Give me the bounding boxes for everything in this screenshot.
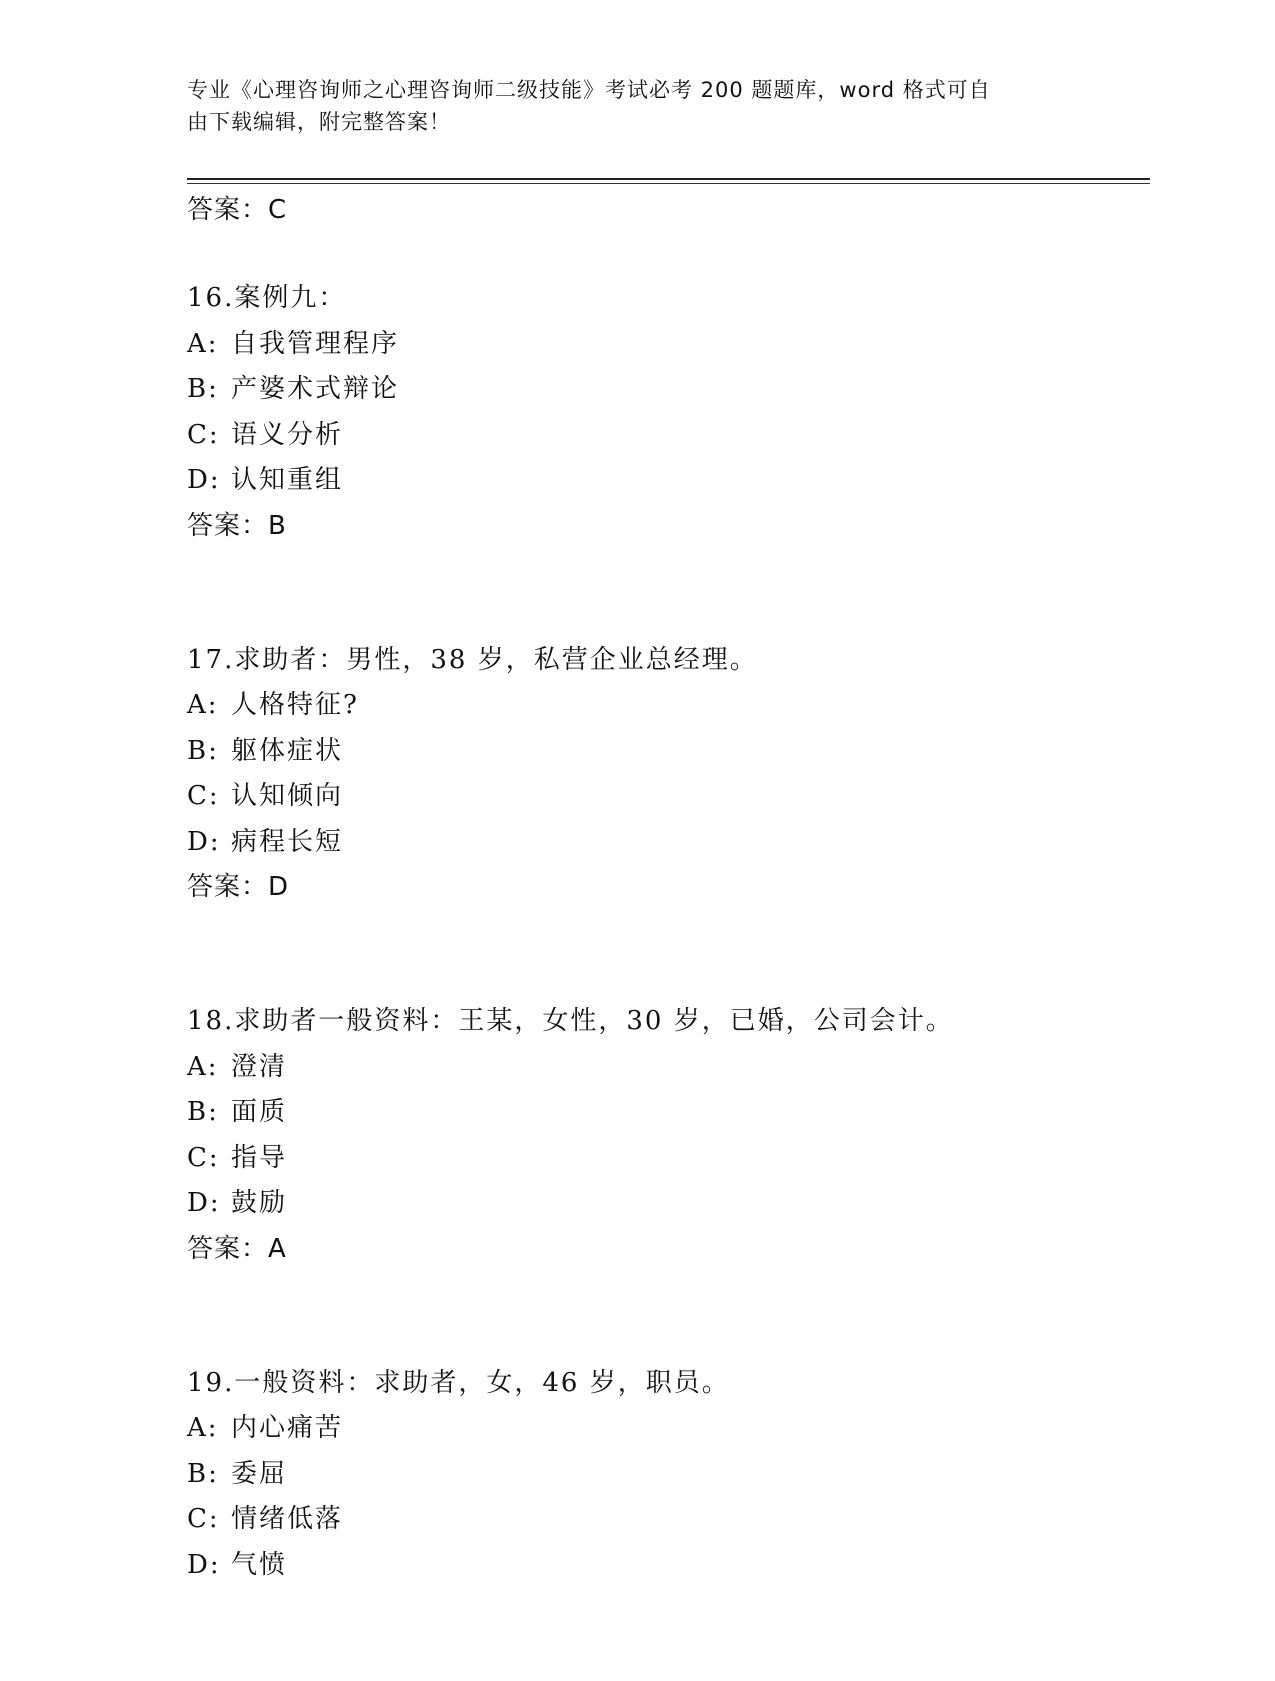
option-letter: C: [187, 781, 220, 811]
question-19 [187, 1366, 1147, 1594]
option-a [187, 1411, 1147, 1457]
option-c [187, 779, 1147, 825]
option-letter: B: [187, 1458, 219, 1489]
option-letter: A: [187, 1051, 219, 1082]
answer-line: 答案：A [187, 1233, 287, 1264]
header-rule-thin [187, 183, 1150, 184]
option-a [187, 688, 1147, 734]
question-16 [187, 281, 1147, 555]
option-text: 指导 [231, 1142, 288, 1173]
option-text: 病程长短 [231, 826, 344, 857]
option-letter: C: [187, 1504, 220, 1534]
option-a [187, 327, 1147, 373]
question-title: 16.案例九： [187, 283, 347, 313]
option-text: 自我管理程序 [231, 328, 400, 359]
option-c [187, 1502, 1147, 1548]
option-d [187, 825, 1147, 871]
question-title: 18.求助者一般资料：王某，女性，30 岁，已婚，公司会计。 [187, 1006, 954, 1036]
option-letter: D: [187, 826, 221, 857]
answer-line: 答案：D [187, 872, 290, 902]
header-rule-thick [187, 178, 1150, 180]
option-a [187, 1050, 1147, 1096]
option-letter: B: [187, 1097, 219, 1127]
question-title: 17.求助者：男性，38 岁，私营企业总经理。 [187, 644, 758, 675]
option-text: 情绪低落 [231, 1504, 344, 1534]
question-title: 19.一般资料：求助者，女，46 岁，职员。 [187, 1367, 730, 1398]
previous-question-answer [187, 193, 287, 239]
option-d [187, 1548, 1147, 1594]
question-18 [187, 1004, 1147, 1278]
option-text: 鼓励 [231, 1188, 288, 1218]
option-letter: D: [187, 1549, 221, 1580]
option-b [187, 1457, 1147, 1503]
header-line-1: 专业《心理咨询师之心理咨询师二级技能》考试必考 200 题题库，word 格式可自 [187, 78, 991, 102]
option-b [187, 372, 1147, 418]
answer-line: 答案：B [187, 510, 287, 541]
option-letter: D: [187, 1188, 221, 1218]
option-text: 认知重组 [231, 465, 344, 495]
option-letter: C: [187, 1142, 220, 1173]
option-text: 躯体症状 [231, 735, 344, 766]
option-letter: C: [187, 419, 220, 450]
option-b [187, 734, 1147, 780]
option-letter: D: [187, 465, 221, 495]
option-text: 澄清 [231, 1051, 288, 1082]
option-text: 委屈 [231, 1458, 288, 1489]
option-text: 语义分析 [231, 419, 344, 450]
question-17 [187, 643, 1147, 917]
option-text: 气愤 [231, 1549, 288, 1580]
option-c [187, 1141, 1147, 1187]
option-text: 面质 [231, 1097, 288, 1127]
option-c [187, 418, 1147, 464]
option-letter: A: [187, 328, 219, 359]
answer-line: 答案：C [187, 195, 288, 225]
document-header [187, 74, 1067, 138]
option-d [187, 1186, 1147, 1232]
option-d [187, 463, 1147, 509]
option-text: 人格特征? [231, 690, 359, 720]
question-list [187, 281, 1147, 1681]
header-line-2: 由下载编辑，附完整答案！ [187, 110, 451, 134]
option-letter: B: [187, 374, 219, 404]
option-text: 产婆术式辩论 [231, 374, 400, 404]
option-text: 认知倾向 [231, 781, 344, 811]
option-letter: B: [187, 735, 219, 766]
option-letter: A: [187, 690, 219, 720]
option-text: 内心痛苦 [231, 1413, 344, 1443]
option-b [187, 1095, 1147, 1141]
option-letter: A: [187, 1413, 219, 1443]
